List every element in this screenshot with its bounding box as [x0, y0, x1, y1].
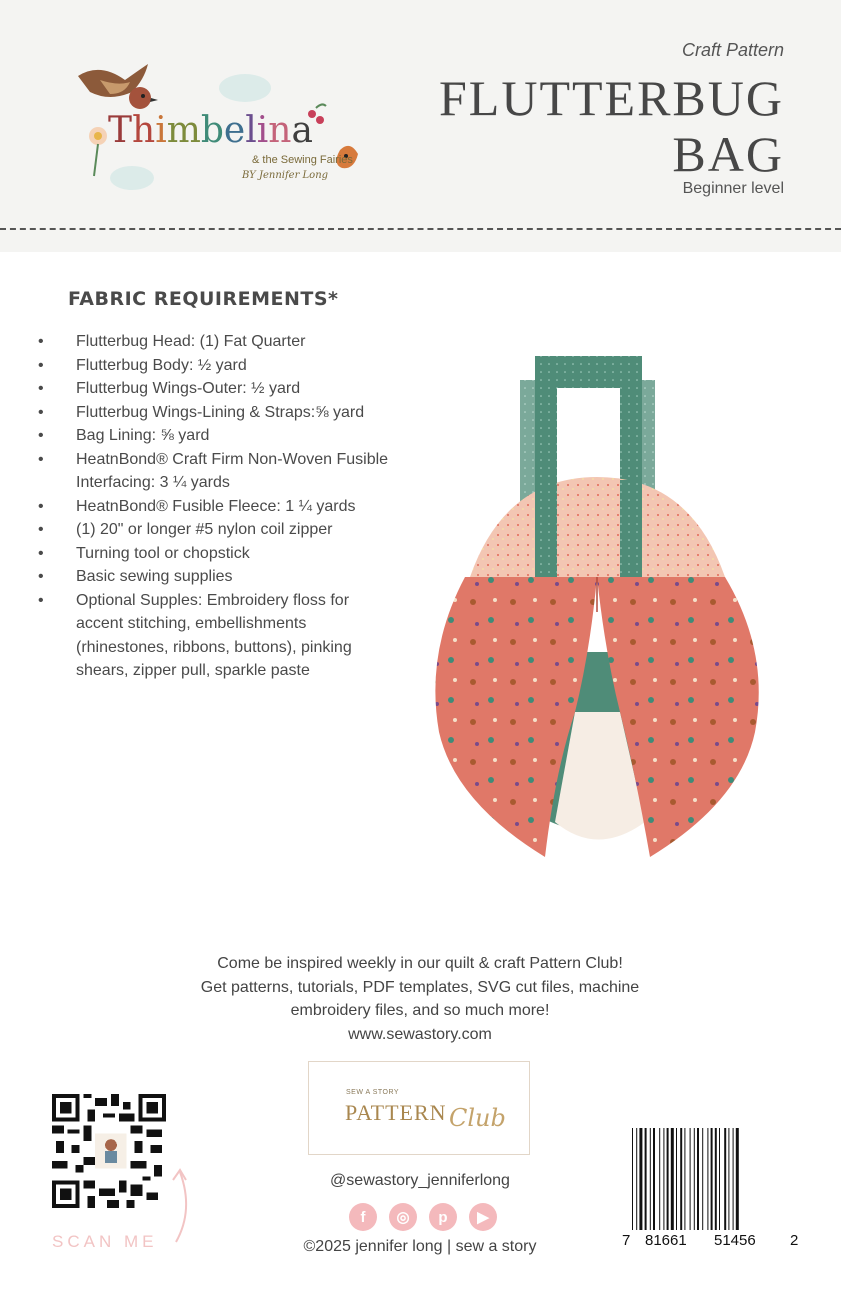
barcode-bar: [728, 1128, 729, 1230]
barcode-bar: [715, 1128, 717, 1230]
barcode-bar: [736, 1128, 739, 1230]
barcode-group-2: 51456: [714, 1232, 756, 1249]
brand-wordmark: Thimbelina: [108, 110, 313, 151]
promo-line-3: embroidery files, and so much more!: [290, 1002, 550, 1019]
barcode-bar: [702, 1128, 703, 1230]
pattern-club-script-text: Club: [449, 1104, 506, 1132]
barcode-bar: [663, 1128, 664, 1230]
barcode-bar: [684, 1128, 685, 1230]
promo-line-1: Come be inspired weekly in our quilt & craft Pattern Club!: [217, 955, 623, 972]
youtube-icon[interactable]: ▶: [469, 1203, 497, 1231]
barcode-bar: [711, 1128, 713, 1230]
barcode-digit-last: 2: [790, 1232, 799, 1249]
copyright-text: ©2025 jennifer long | sew a story: [303, 1238, 537, 1255]
social-handle[interactable]: @sewastory_jenniferlong: [330, 1172, 510, 1189]
barcode-bar: [671, 1128, 674, 1230]
list-item: • Bag Lining: ⅝ yard: [38, 424, 398, 448]
pattern-club-small-text: SEW A STORY: [346, 1089, 400, 1096]
pinterest-icon[interactable]: p: [429, 1203, 457, 1231]
barcode-bar: [639, 1128, 642, 1230]
fabric-requirements-heading: FABRIC REQUIREMENTS*: [68, 288, 339, 310]
craft-pattern-label: Craft Pattern: [681, 40, 784, 60]
brand-logo: [70, 58, 370, 198]
list-item: • Flutterbug Wings-Lining & Straps:⅝ yard: [38, 401, 398, 425]
barcode-bar: [632, 1128, 633, 1230]
barcode-bar: [667, 1128, 669, 1230]
barcode-bar: [697, 1128, 699, 1230]
page-title: [439, 70, 784, 182]
facebook-icon[interactable]: f: [349, 1203, 377, 1231]
pattern-club-big-text: PATTERN: [345, 1100, 447, 1125]
barcode-bar: [690, 1128, 691, 1230]
barcode-bar: [653, 1128, 655, 1230]
barcode-bar: [659, 1128, 660, 1230]
barcode-bar: [733, 1128, 734, 1230]
brand-subtitle: & the Sewing Fairies: [252, 154, 353, 166]
instagram-icon[interactable]: ◎: [389, 1203, 417, 1231]
website-link[interactable]: www.sewastory.com: [348, 1025, 492, 1043]
scan-me-label: SCAN ME: [52, 1232, 158, 1251]
promo-line-2: Get patterns, tutorials, PDF templates, SVG cut files, machine: [200, 978, 640, 996]
pattern-club-logo: [308, 1061, 530, 1155]
list-item: • HeatnBond® Fusible Fleece: 1 ¼ yards: [38, 495, 398, 519]
qr-code[interactable]: [52, 1094, 166, 1208]
flutterbug-bag-illustration: [425, 352, 770, 864]
title-line-1: FLUTTERBUG: [439, 70, 784, 126]
pattern-club-promo: [170, 952, 670, 1046]
barcode-bar: [645, 1128, 647, 1230]
list-item: • Basic sewing supplies: [38, 565, 398, 589]
list-item: • Turning tool or chopstick: [38, 542, 398, 566]
barcode-bar: [676, 1128, 677, 1230]
scan-arrow-icon: [160, 1160, 200, 1250]
barcode-bar: [707, 1128, 708, 1230]
barcode: [632, 1128, 786, 1230]
fabric-requirements-list: [38, 330, 398, 683]
list-item: • Flutterbug Body: ½ yard: [38, 354, 398, 378]
barcode-bar: [724, 1128, 726, 1230]
list-item: • Flutterbug Head: (1) Fat Quarter: [38, 330, 398, 354]
brand-byline: BY Jennifer Long: [242, 170, 329, 181]
title-line-2: BAG: [672, 126, 784, 182]
list-item: • HeatnBond® Craft Firm Non-Woven Fusible Interfacing: 3 ¼ yards: [38, 448, 398, 495]
barcode-bar: [694, 1128, 695, 1230]
skill-level: Beginner level: [682, 180, 784, 197]
barcode-bar: [636, 1128, 637, 1230]
dashed-divider: [0, 228, 841, 230]
list-item: • (1) 20" or longer #5 nylon coil zipper: [38, 518, 398, 542]
barcode-bar: [650, 1128, 651, 1230]
barcode-bar: [719, 1128, 720, 1230]
list-item: • Flutterbug Wings-Outer: ½ yard: [38, 377, 398, 401]
barcode-group-1: 81661: [645, 1232, 687, 1249]
barcode-bar: [680, 1128, 682, 1230]
social-icons: [349, 1203, 497, 1231]
barcode-digit-first: 7: [622, 1232, 631, 1249]
list-item: • Optional Supples: Embroidery floss for accent stitching, embellishments (rhinestones, ribbons, buttons), pinking shears, zipper pull, sparkle paste: [38, 589, 398, 683]
